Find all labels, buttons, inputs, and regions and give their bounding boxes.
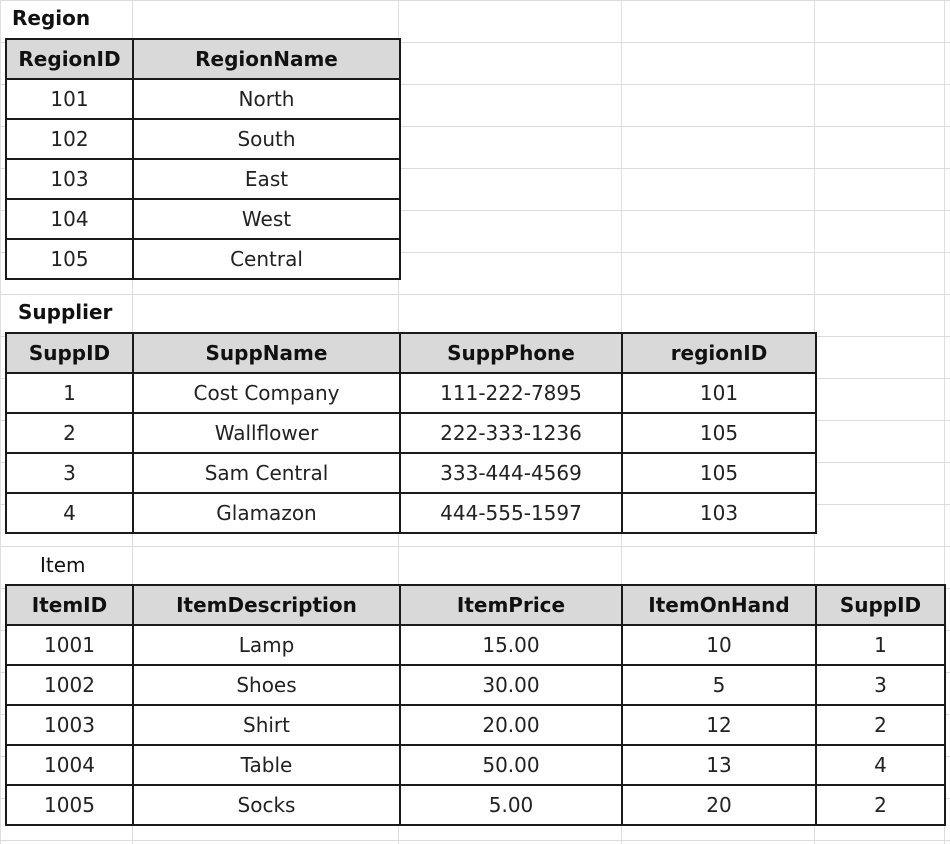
table-cell[interactable]: 5.00 bbox=[400, 785, 622, 825]
column-header-regionname[interactable]: RegionName bbox=[133, 39, 400, 79]
table-cell[interactable]: 4 bbox=[816, 745, 945, 785]
table-cell[interactable]: Wallflower bbox=[133, 413, 400, 453]
table-cell[interactable]: 2 bbox=[6, 413, 133, 453]
table-row bbox=[6, 119, 400, 159]
table-cell[interactable]: 3 bbox=[816, 665, 945, 705]
table-row bbox=[6, 785, 945, 825]
table-cell[interactable]: 50.00 bbox=[400, 745, 622, 785]
table-row bbox=[6, 705, 945, 745]
column-header-suppid[interactable]: SuppID bbox=[6, 333, 133, 373]
table-cell[interactable]: 105 bbox=[6, 239, 133, 279]
table-row bbox=[6, 493, 816, 533]
table-cell[interactable]: 20.00 bbox=[400, 705, 622, 745]
table-row bbox=[6, 665, 945, 705]
table-cell[interactable]: 2 bbox=[816, 785, 945, 825]
gridline bbox=[0, 0, 1, 844]
table-row bbox=[6, 745, 945, 785]
table-cell[interactable]: South bbox=[133, 119, 400, 159]
table-cell[interactable]: 333-444-4569 bbox=[400, 453, 622, 493]
table-cell[interactable]: West bbox=[133, 199, 400, 239]
table-cell[interactable]: 103 bbox=[622, 493, 816, 533]
region-table-title: Region bbox=[12, 6, 91, 30]
table-cell[interactable]: 5 bbox=[622, 665, 816, 705]
table-cell[interactable]: 104 bbox=[6, 199, 133, 239]
table-cell[interactable]: Sam Central bbox=[133, 453, 400, 493]
table-cell[interactable]: 101 bbox=[6, 79, 133, 119]
column-header-regionid[interactable]: RegionID bbox=[6, 39, 133, 79]
table-cell[interactable]: 1001 bbox=[6, 625, 133, 665]
item-table bbox=[5, 584, 946, 826]
table-cell[interactable]: 1002 bbox=[6, 665, 133, 705]
table-row bbox=[6, 79, 400, 119]
table-cell[interactable]: 103 bbox=[6, 159, 133, 199]
header-row bbox=[6, 333, 816, 373]
table-cell[interactable]: 12 bbox=[622, 705, 816, 745]
table-cell[interactable]: Lamp bbox=[133, 625, 400, 665]
table-cell[interactable]: Socks bbox=[133, 785, 400, 825]
table-cell[interactable]: 3 bbox=[6, 453, 133, 493]
table-cell[interactable]: 444-555-1597 bbox=[400, 493, 622, 533]
column-header-regionid[interactable]: regionID bbox=[622, 333, 816, 373]
table-row bbox=[6, 413, 816, 453]
table-row bbox=[6, 373, 816, 413]
table-row bbox=[6, 239, 400, 279]
table-cell[interactable]: 222-333-1236 bbox=[400, 413, 622, 453]
table-cell[interactable]: 1005 bbox=[6, 785, 133, 825]
table-cell[interactable]: 105 bbox=[622, 413, 816, 453]
table-cell[interactable]: 20 bbox=[622, 785, 816, 825]
table-cell[interactable]: 111-222-7895 bbox=[400, 373, 622, 413]
region-table bbox=[5, 38, 401, 280]
table-cell[interactable]: 1003 bbox=[6, 705, 133, 745]
table-cell[interactable]: 101 bbox=[622, 373, 816, 413]
column-header-itemdescription[interactable]: ItemDescription bbox=[133, 585, 400, 625]
column-header-itemonhand[interactable]: ItemOnHand bbox=[622, 585, 816, 625]
table-cell[interactable]: 30.00 bbox=[400, 665, 622, 705]
table-cell[interactable]: Glamazon bbox=[133, 493, 400, 533]
table-cell[interactable]: 105 bbox=[622, 453, 816, 493]
table-cell[interactable]: Shoes bbox=[133, 665, 400, 705]
table-cell[interactable]: 102 bbox=[6, 119, 133, 159]
table-row bbox=[6, 199, 400, 239]
table-cell[interactable]: 2 bbox=[816, 705, 945, 745]
table-cell[interactable]: 10 bbox=[622, 625, 816, 665]
table-cell[interactable]: 15.00 bbox=[400, 625, 622, 665]
column-header-suppname[interactable]: SuppName bbox=[133, 333, 400, 373]
table-cell[interactable]: 1004 bbox=[6, 745, 133, 785]
header-row bbox=[6, 39, 400, 79]
table-cell[interactable]: Cost Company bbox=[133, 373, 400, 413]
table-cell[interactable]: Shirt bbox=[133, 705, 400, 745]
header-row bbox=[6, 585, 945, 625]
item-table-title: Item bbox=[40, 553, 86, 577]
supplier-table bbox=[5, 332, 817, 534]
table-row bbox=[6, 453, 816, 493]
column-header-suppid[interactable]: SuppID bbox=[816, 585, 945, 625]
column-header-itemprice[interactable]: ItemPrice bbox=[400, 585, 622, 625]
table-cell[interactable]: 1 bbox=[6, 373, 133, 413]
table-cell[interactable]: East bbox=[133, 159, 400, 199]
column-header-suppphone[interactable]: SuppPhone bbox=[400, 333, 622, 373]
table-cell[interactable]: Central bbox=[133, 239, 400, 279]
table-row bbox=[6, 625, 945, 665]
table-cell[interactable]: 13 bbox=[622, 745, 816, 785]
table-cell[interactable]: North bbox=[133, 79, 400, 119]
table-cell[interactable]: 1 bbox=[816, 625, 945, 665]
table-cell[interactable]: Table bbox=[133, 745, 400, 785]
supplier-table-title: Supplier bbox=[18, 300, 113, 324]
column-header-itemid[interactable]: ItemID bbox=[6, 585, 133, 625]
table-row bbox=[6, 159, 400, 199]
table-cell[interactable]: 4 bbox=[6, 493, 133, 533]
